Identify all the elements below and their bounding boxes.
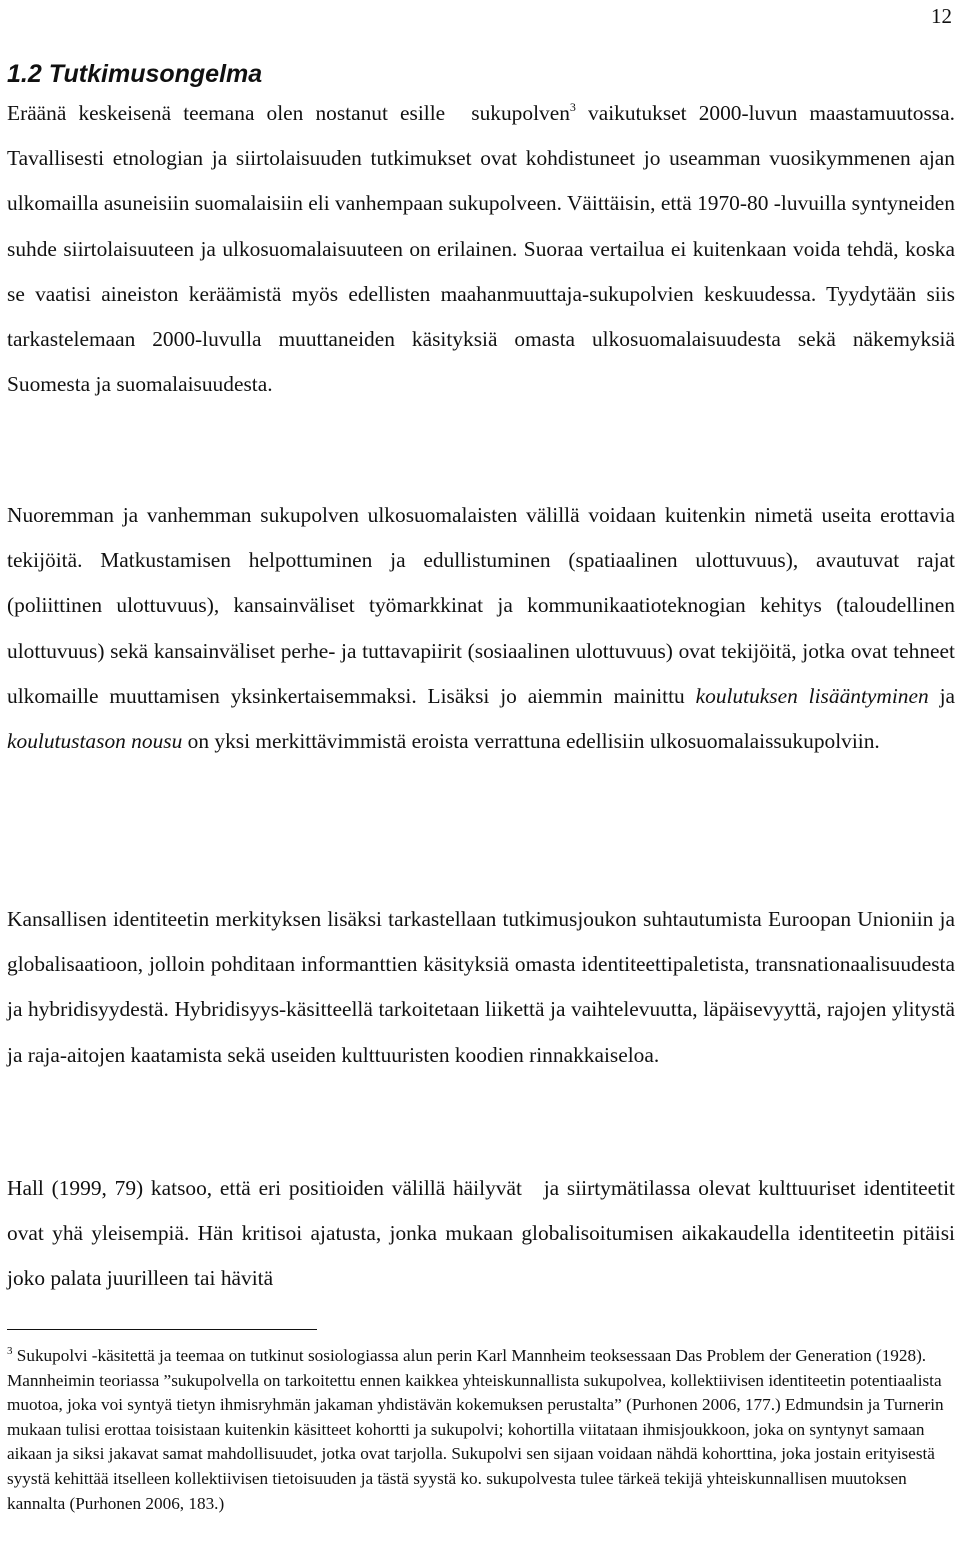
footnote-separator: [7, 1329, 317, 1330]
footnote-reference[interactable]: 3: [569, 100, 576, 114]
paragraph-1: [7, 91, 955, 407]
paragraph-3: Kansallisen identiteetin merkityksen lisäksi tarkastellaan tutkimusjoukon suhtautumista Euroopan Unioniin ja globalisaatioon, jolloin pohditaan informanttien käsityksiä omasta identiteettipaletista, transnationaalisuudesta ja hybridisyydestä. Hybridisyys-käsitteellä tarkoitetaan liikettä ja vaihtelevuutta, läpäisevyyttä, rajojen ylitystä ja raja-aitojen kaatamista sekä useiden kulttuuristen koodien rinnakkaiseloa.: [7, 907, 955, 1067]
paragraph-2-connector: ja: [939, 683, 955, 708]
italic-term-koulutuksen: koulutuksen lisääntyminen: [695, 683, 929, 708]
paragraph-4-text-after-gap: ja siirtymätilassa olevat kulttuuriset identiteetit ovat yhä yleisempiä. Hän kritisoi ajatusta, jonka mukaan globalisoitumisen aikakaudella identiteetin pitäisi joko palata juurilleen tai hävitä: [7, 1176, 955, 1291]
footnote-number: 3: [7, 1345, 13, 1357]
paragraph-1-ref-word: sukupolven: [471, 101, 570, 125]
paragraph-2-text-start: Nuoremman ja vanhemman sukupolven ulkosuomalaisten välillä voidaan kuitenkin nimetä useita erottavia tekijöitä. Matkustamisen helpottuminen ja edullistuminen (spatiaalinen ulottuvuus), avautuvat rajat (poliittinen ulottuvuus), kansainväliset työmarkkinat ja kommunikaatioteknogian kehitys (taloudellinen ulottuvuus) sekä kansainväliset perhe- ja tuttavapiirit (sosiaalinen ulottuvuus) ovat tekijöitä, jotka ovat tehneet ulkomaille muuttamisen yksinkertaisemmaksi. Lisäksi jo aiemmin mainittu: [7, 503, 955, 708]
footnote-text: Sukupolvi -käsitettä ja teemaa on tutkinut sosiologiassa alun perin Karl Mannheim teoksessaan Das Problem der Generation (1928). Mannheimin teoriassa ”sukupolvella on tarkoitettu ennen kaikkea yhteiskunnallista sukupolvea, kollektiivisen identiteetin potentiaalista muotoa, joka voi syntyä tietyn ihmisryhmän jakaman yhdistävän kokemuksen perustalta” (Purhonen 2006, 177.) Edmundsin ja Turnerin mukaan tulisi erottaa toisistaan kuitenkin käsitteet kohortti ja sukupolvi; kohortilla viitataan ihmisjoukkoon, joka on syntynyt samaan aikaan ja siksi jakavat samat mahdollisuudet, jotka ovat tarjolla. Sukupolvi sen sijaan voidaan nähdä kohorttina, joka jostain erityisestä syystä kehittää itselleen kollektiivisen tietoisuuden ja tästä syystä ko. sukupolvesta tulee tärkeä tekijä yhteiskunnallisen muutoksen kannalta (Purhonen 2006, 183.): [7, 1346, 944, 1513]
paragraph-2: [7, 493, 955, 764]
italic-term-koulutustason: koulutustason nousu: [7, 729, 183, 754]
section-heading: 1.2 Tutkimusongelma: [7, 60, 263, 88]
paragraph-4: [7, 1166, 955, 1302]
paragraph-1-text-before-ref: Eräänä keskeisenä teemana olen nostanut esille: [7, 101, 446, 125]
page-number: 12: [931, 4, 952, 28]
footnote: [7, 1344, 955, 1516]
paragraph-1-text-after-ref: vaikutukset 2000-luvun maastamuutossa. Tavallisesti etnologian ja siirtolaisuuden tutkimukset ovat kohdistuneet jo useamman vuosikymmenen ajan ulkomailla asuneisiin suomalaisiin eli vanhempaan sukupolveen. Väittäisin, että 1970-80 -luvuilla syntyneiden suhde siirtolaisuuteen ja ulkosuomalaisuuteen on erilainen. Suoraa vertailua ei kuitenkaan voida tehdä, koska se vaatisi aineiston keräämistä myös edellisten maahanmuuttaja-sukupolvien keskuudessa. Tyydytään siis tarkastelemaan 2000-luvulla muuttaneiden käsityksiä omasta ulkosuomalaisuudesta sekä näkemyksiä Suomesta ja suomalaisuudesta.: [7, 101, 955, 397]
paragraph-2-text-end: on yksi merkittävimmistä eroista verrattuna edellisiin ulkosuomalaissukupolviin.: [187, 729, 880, 754]
paragraph-4-text-before-gap: Hall (1999, 79) katsoo, että eri positioiden välillä häilyvät: [7, 1176, 522, 1200]
